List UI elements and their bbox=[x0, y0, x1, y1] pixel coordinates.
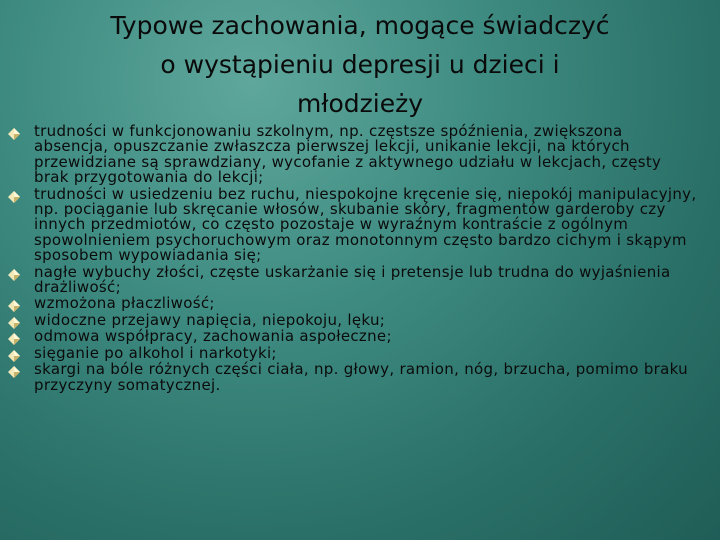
list-item-text: trudności w funkcjonowaniu szkolnym, np. częstsze spóźnienia, zwiększona absencja, opuszczanie zwłaszcza pierwszej lekcji, unikanie lekcji, na których przewidziane są sprawdziany, wycofanie z aktywnego udziału w lekcjach, częsty brak przygotowania do lekcji; bbox=[34, 122, 662, 187]
diamond-bullet-icon bbox=[8, 333, 20, 345]
list-item bbox=[8, 362, 698, 393]
diamond-bullet-icon bbox=[8, 350, 20, 362]
list-item bbox=[8, 296, 698, 311]
list-item-text: nagłe wybuchy złości, częste uskarżanie się i pretensje lub trudna do wyjaśnienia drażliwość; bbox=[34, 262, 671, 297]
slide-title bbox=[40, 6, 680, 123]
diamond-bullet-icon bbox=[8, 269, 20, 281]
list-item-text: wzmożona płaczliwość; bbox=[34, 294, 215, 313]
slide-title-line-3: młodzieży bbox=[297, 89, 423, 118]
slide-title-line-1: Typowe zachowania, mogące świadczyć bbox=[110, 11, 610, 40]
list-item bbox=[8, 310, 698, 329]
list-item-text: skargi na bóle różnych części ciała, np. głowy, ramion, nóg, brzucha, pomimo braku przyczyny somatycznej. bbox=[34, 360, 688, 394]
list-item bbox=[8, 184, 698, 265]
list-item bbox=[8, 262, 698, 297]
list-item bbox=[8, 329, 698, 344]
list-item-text: odmowa współpracy, zachowania aspołeczne; bbox=[34, 327, 392, 346]
list-item-text: sięganie po alkohol i narkotyki; bbox=[34, 343, 277, 362]
list-item bbox=[8, 124, 698, 186]
list-item-text: trudności w usiedzeniu bez ruchu, niespokojne kręcenie się, niepokój manipulacyjny, np. pociąganie lub skręcanie włosów, skubanie skóry, fragmentów garderoby czy innych przedmiotów, co często pozostaje w wyraźnym kontraście z ogólnym spowolnieniem psychoruchowym oraz monotonnym często bardzo cichym i skąpym sposobem wypowiadania się; bbox=[34, 184, 697, 265]
list-item-text: widoczne przejawy napięcia, niepokoju, lęku; bbox=[34, 310, 386, 329]
diamond-bullet-icon bbox=[8, 128, 20, 140]
diamond-bullet-icon bbox=[8, 191, 20, 203]
slide-title-line-2: o wystąpieniu depresji u dzieci i bbox=[160, 50, 560, 79]
diamond-bullet-icon bbox=[8, 300, 20, 312]
diamond-bullet-icon bbox=[8, 317, 20, 329]
diamond-bullet-icon bbox=[8, 366, 20, 378]
list-item bbox=[8, 343, 698, 362]
bullet-list bbox=[8, 124, 698, 394]
